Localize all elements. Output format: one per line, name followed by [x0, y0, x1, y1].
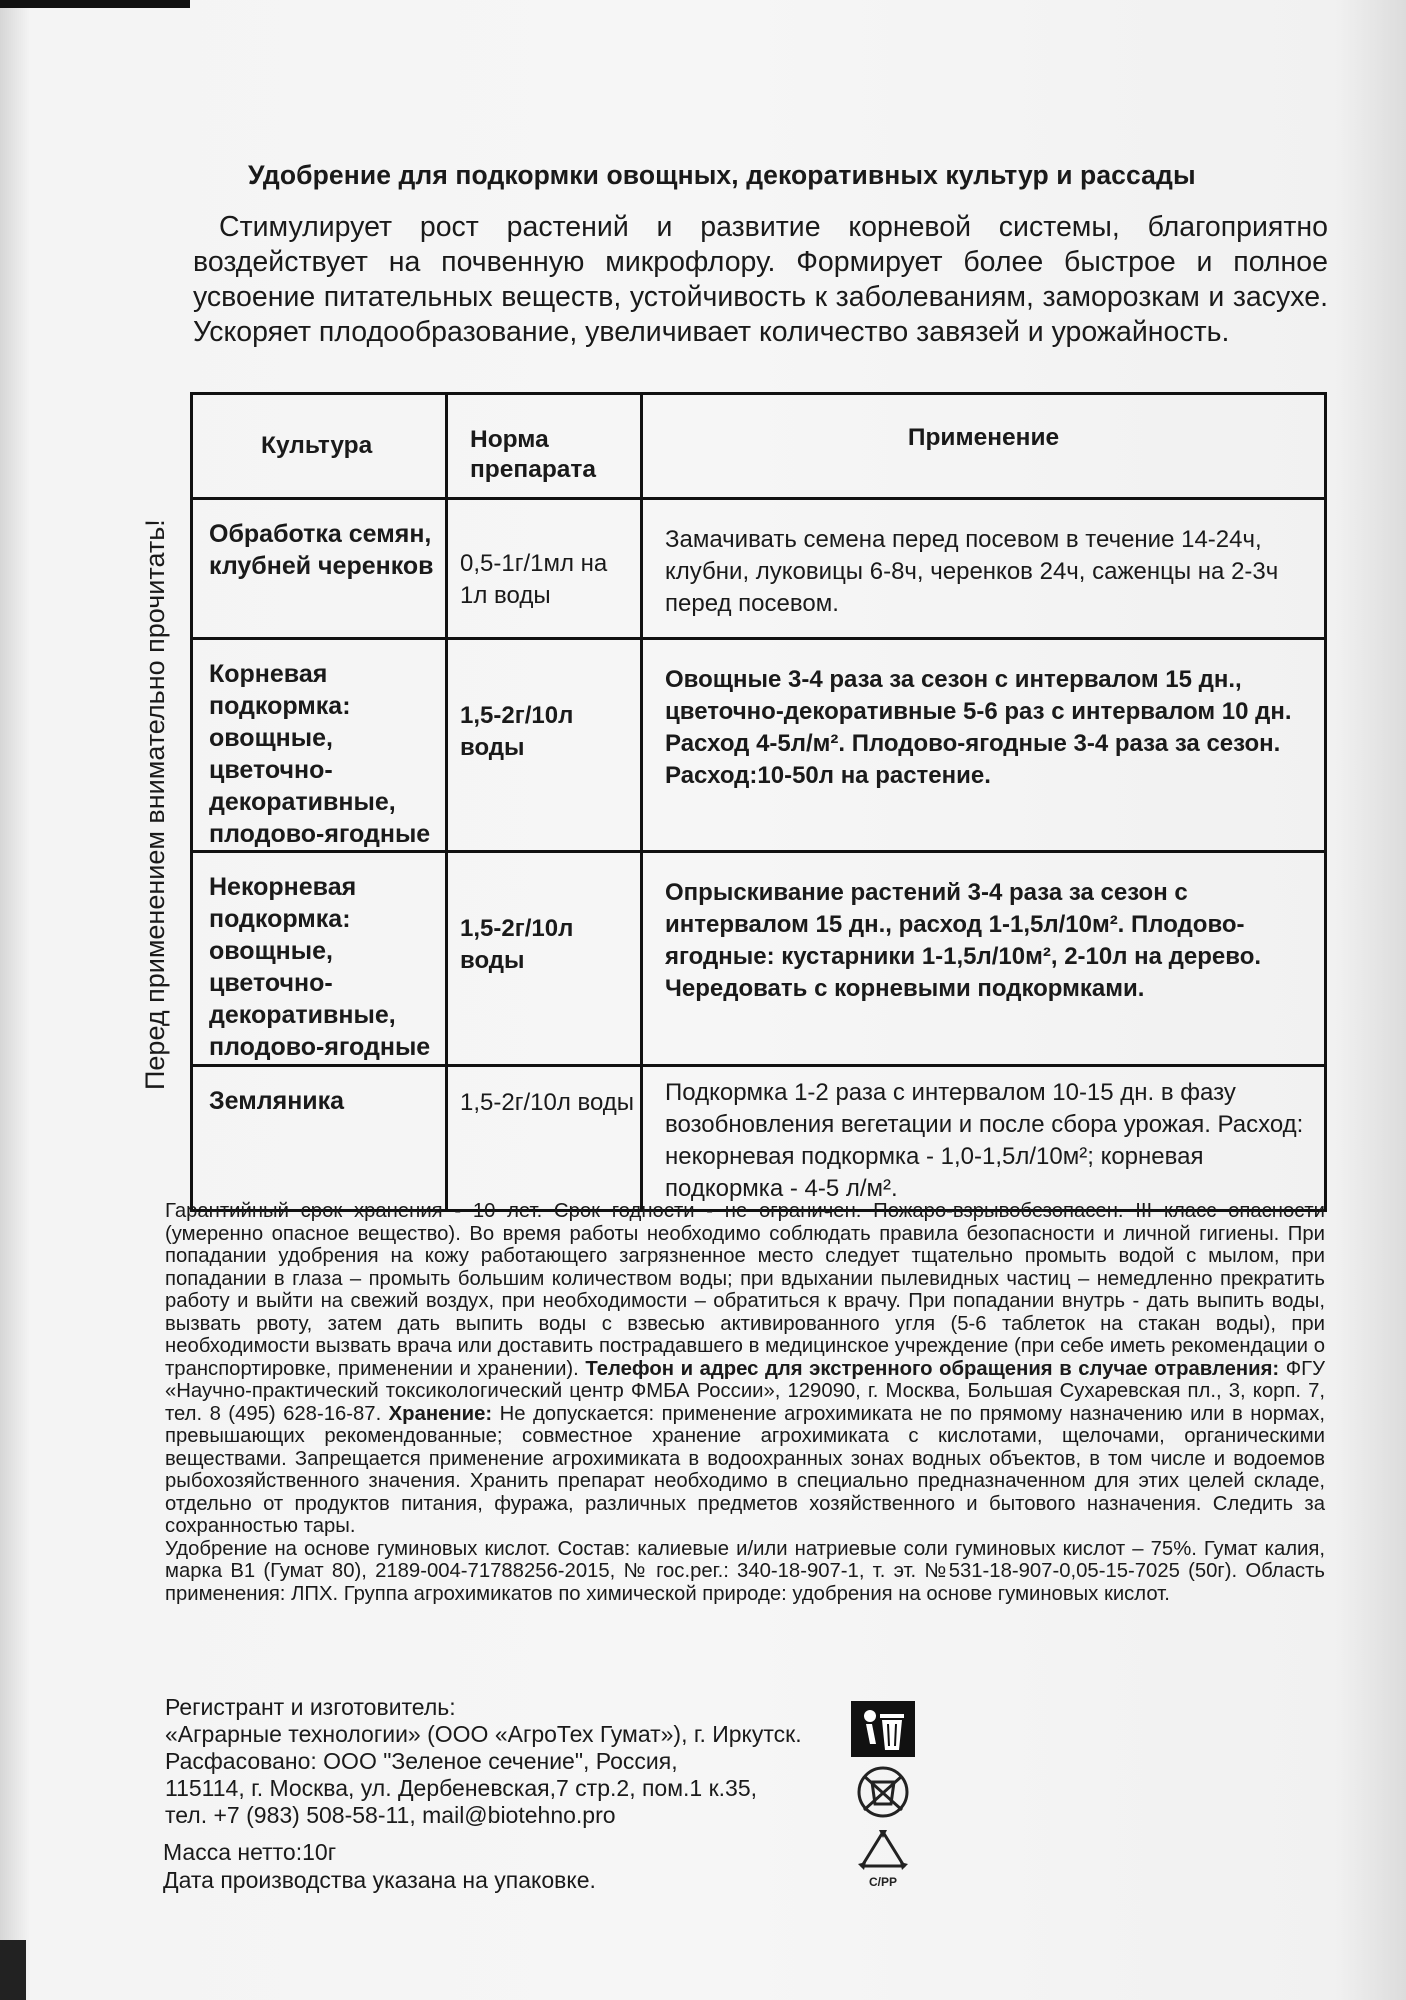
table-row: [192, 499, 1326, 639]
row-rate: 1,5-2г/10л воды: [447, 852, 642, 1066]
table-row: [192, 1066, 1326, 1211]
intro-paragraph: Стимулирует рост растений и развитие корневой системы, благоприятно воздействует на почвенную микрофлору. Формирует более быстрое и полное усвоение питательных веществ, устойчивость к заболеваниям, заморозкам и засухе. Ускоряет плодообразование, увеличивает количество завязей и урожайность.: [193, 211, 1328, 348]
storage-label: Хранение:: [388, 1402, 493, 1425]
row-crop: Некорневая подкормка: овощные, цветочно-декоративные, плодово-ягодные: [192, 852, 447, 1066]
row-rate: 0,5-1г/1мл на 1л воды: [447, 499, 642, 639]
no-litter-icon: [850, 1764, 916, 1820]
row-rate: 1,5-2г/10л воды: [447, 639, 642, 852]
application-table: [190, 392, 1327, 1212]
page-title: Удобрение для подкормки овощных, декоративных культур и рассады: [248, 160, 1196, 190]
row-crop: Корневая подкормка: овощные, цветочно-декоративные, плодово-ягодные: [192, 639, 447, 852]
table-row: [192, 852, 1326, 1066]
mass-block: [163, 1838, 596, 1894]
table-row: [192, 639, 1326, 852]
fine-print-safety: [165, 1200, 1325, 1538]
fine-print-composition: Удобрение на основе гуминовых кислот. Состав: калиевые и/или натриевые соли гуминовых кислот – 75%. Гумат калия, марка В1 (Гумат 80), 2189-004-71788256-2015, № гос.рег.: 340-18-907-1, т. эт. №531-18-907-0,05-15-7025 (50г). Область применения: ЛПХ. Группа агрохимикатов по химической природе: удобрения на основе гуминовых кислот.: [165, 1537, 1325, 1605]
top-seam-bar: [0, 0, 190, 8]
bottom-seam-bar: [0, 1940, 26, 2000]
row-use: Подкормка 1-2 раза с интервалом 10-15 дн. в фазу возобновления вегетации и после сбора урожая. Расход: некорневая подкормка - 1,0-1,5л/10м²; корневая подкормка - 4-5 л/м².: [642, 1066, 1326, 1211]
row-crop: Земляника: [192, 1066, 447, 1211]
manufacturer-info: Регистрант и изготовитель: «Аграрные технологии» (ООО «АгроТех Гумат»), г. Иркутск. Расфасовано: ООО "Зеленое сечение", Россия, 115114, г. Москва, ул. Дербеневская,7 стр.2, пом.1 к.35, тел. +7 (983) 508-58-11, mail@biotehno.pro: [165, 1694, 802, 1828]
safety-text: Гарантийный срок хранения - 10 лет. Срок годности - не ограничен. Пожаро-взрывобезопасен. III класс опасности (умеренно опасное вещество). Во время работы необходимо соблюдать правила безопасности и личной гигиены. При попадании удобрения на кожу работающего загрязненное место следует тщательно промыть водой с мылом, при попадании в глаза – промыть большим количеством воды; при вдыхании пылевидных частиц – немедленно прекратить работу и выйти на свежий воздух, при необходимости – обратиться к врачу. При попадании внутрь - дать выпить воды, вызвать рвоту, затем дать выпить воды с взвесью активированного угля (5-6 таблеток на стакан воды), при необходимости вызвать врача или доставить пострадавшего в медицинское учреждение (при себе иметь рекомендации о транспортировке, применении и хранении).: [165, 1200, 1325, 1380]
row-use: Замачивать семена перед посевом в течение 14-24ч, клубни, луковицы 6-8ч, черенков 24ч, саженцы на 2-3ч перед посевом.: [642, 499, 1326, 639]
side-warning: Перед применением внимательно прочитать!: [140, 519, 170, 1090]
header-use: Применение: [642, 394, 1326, 499]
storage-text: Не допускается: применение агрохимиката не по прямому назначению или в нормах, превышающих рекомендованные; совместное хранение агрохимиката с кислотами, щелочами, органическими веществами. Запрещается применение агрохимиката в водоохранных зонах водных объектов, в том числе и водоемов рыбохозяйственного значения. Хранить препарат необходимо в специально предназначенном для этих целей складе, отдельно от продуктов питания, фуража, различных предметов хозяйственного и бытового назначения. Следить за сохранностью тары.: [165, 1402, 1325, 1537]
emergency-text: ФГУ «Научно-практический токсикологический центр ФМБА России», 129090, г. Москва, Большая Сухаревская пл., 3, корп. 7, тел. 8 (495) 628-16-87.: [165, 1357, 1326, 1425]
header-crop: Культура: [192, 394, 447, 499]
fine-print: [165, 1200, 1325, 1605]
table-header-row: [192, 394, 1326, 499]
row-use: Опрыскивание растений 3-4 раза за сезон с интервалом 15 дн., расход 1-1,5л/10м². Плодово-ягодные: кустарники 1-1,5л/10м², 2-10л на дерево. Чередовать с корневыми подкормками.: [642, 852, 1326, 1066]
production-date: Дата производства указана на упаковке.: [163, 1867, 596, 1893]
trash-bin-icon: [850, 1700, 916, 1758]
row-rate: 1,5-2г/10л воды: [447, 1066, 642, 1211]
row-use: Овощные 3-4 раза за сезон с интервалом 15 дн., цветочно-декоративные 5-6 раз с интервалом 10 дн. Расход 4-5л/м². Плодово-ягодные 3-4 раза за сезон. Расход:10-50л на растение.: [642, 639, 1326, 852]
recycle-code: C/PP: [868, 1875, 898, 1889]
emergency-label: Телефон и адрес для экстренного обращения в случае отравления:: [585, 1357, 1280, 1380]
disposal-icons: [850, 1700, 930, 1890]
net-mass: Масса нетто:10г: [163, 1839, 337, 1865]
header-rate: Норма препарата: [447, 394, 642, 499]
recycle-icon: [850, 1826, 916, 1890]
row-crop: Обработка семян, клубней черенков: [192, 499, 447, 639]
